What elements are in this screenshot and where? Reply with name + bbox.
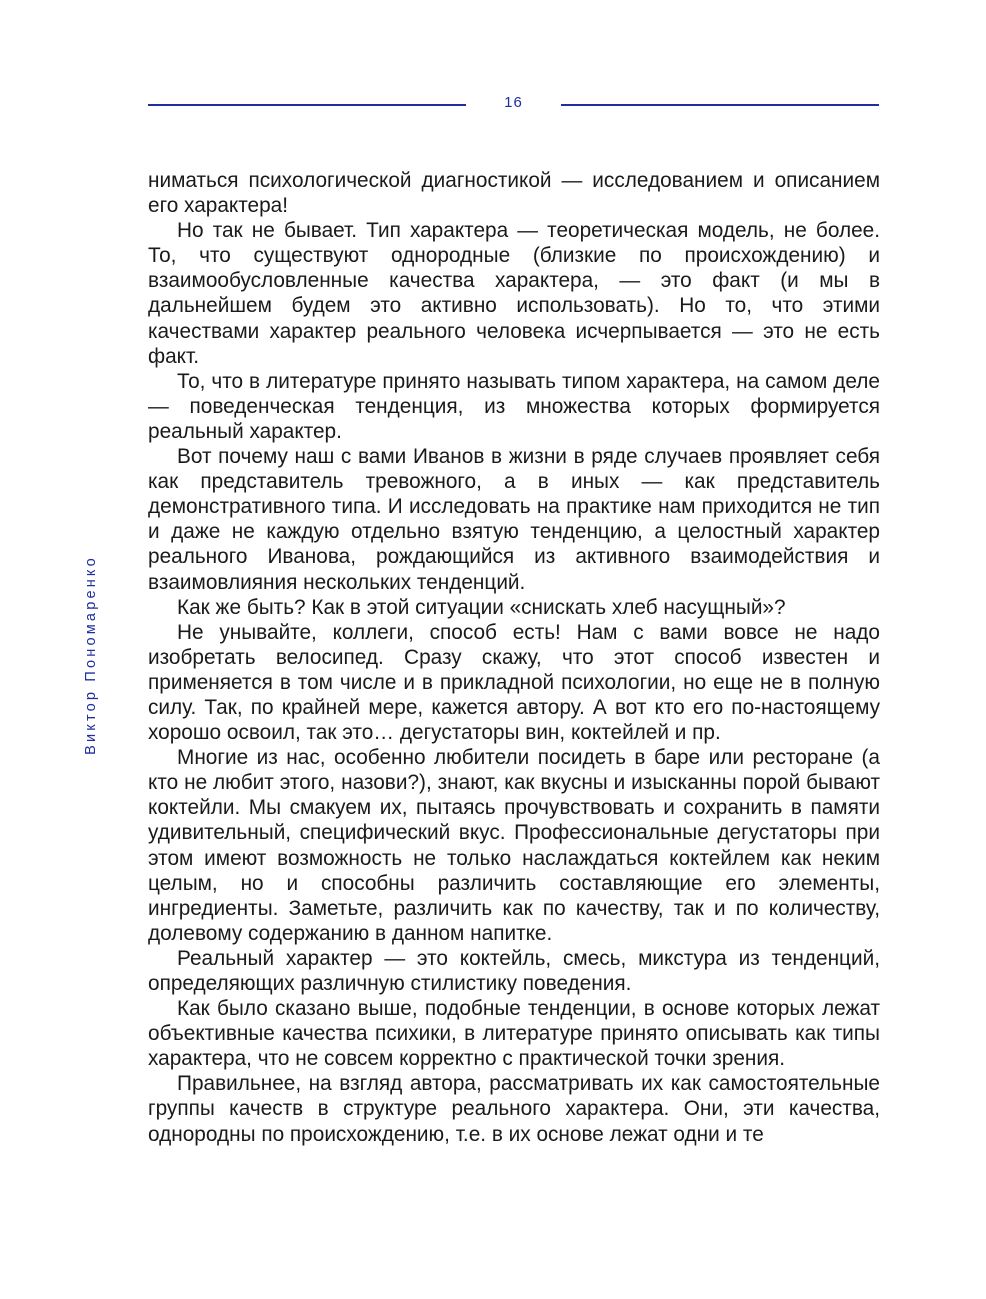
page-number: 16	[504, 94, 523, 111]
header-rule-right	[561, 104, 879, 106]
paragraph: Реальный характер — это коктейль, смесь, микстура из тенденций, определяющих различную стилистику поведения.	[148, 946, 880, 995]
header-rule-left	[148, 104, 466, 106]
paragraph: Не унывайте, коллеги, способ есть! Нам с вами вовсе не надо изобретать велосипед. Сразу скажу, что этот способ известен и применяется в том числе и в прикладной психологии, но еще не в полную силу. Так, по крайней мере, кажется автору. А вот кто его по-настоящему хорошо освоил, так это… дегустаторы вин, коктейлей и пр.	[148, 620, 880, 745]
paragraph: Вот почему наш с вами Иванов в жизни в ряде случаев проявляет себя как представитель тревожного, а в иных — как представитель демонстративного типа. И исследовать на практике нам приходится не тип и даже не каждую отдельно взятую тенденцию, а целостный характер реального Иванова, рождающийся из активного взаимодействия и взаимовлияния нескольких тенденций.	[148, 445, 880, 594]
paragraph: ниматься психологической диагностикой — исследованием и описанием его характера!	[148, 169, 880, 218]
paragraph: Как было сказано выше, подобные тенденции, в основе которых лежат объективные качества психики, в литературе принято описывать как типы характера, что не совсем корректно с практической точки зрения.	[148, 997, 880, 1071]
body-text	[148, 168, 880, 1147]
paragraph: Многие из нас, особенно любители посидеть в баре или ресторане (а кто не любит этого, назови?), знают, как вкусны и изысканны порой бывают коктейли. Мы смакуем их, пытаясь прочувствовать и сохранить в памяти удивительный, специфический вкус. Профессиональные дегустаторы при этом имеют возможность не только наслаждаться коктейлем как неким целым, но и способны различить составляющие его элементы, ингредиенты. Заметьте, различить как по качеству, так и по количеству, долевому содержанию в данном напитке.	[148, 746, 880, 945]
author-running-title: Виктор Пономаренко	[83, 555, 99, 755]
paragraph: Правильнее, на взгляд автора, рассматривать их как самостоятельные группы качеств в структуре реального характера. Они, эти качества, однородны по происхождению, т.е. в их основе лежат одни и те	[148, 1072, 880, 1146]
paragraph: Но так не бывает. Тип характера — теоретическая модель, не более. То, что существуют однородные (близкие по происхождению) и взаимообусловленные качества характера, — это факт (и мы в дальнейшем будем это активно использовать). Но то, что этими качествами характер реального человека исчерпывается — это не есть факт.	[148, 219, 880, 368]
paragraph: Как же быть? Как в этой ситуации «снискать хлеб насущный»?	[177, 595, 786, 619]
paragraph: То, что в литературе принято называть типом характера, на самом деле — поведенческая тенденция, из множества которых формируется реальный характер.	[148, 369, 880, 443]
